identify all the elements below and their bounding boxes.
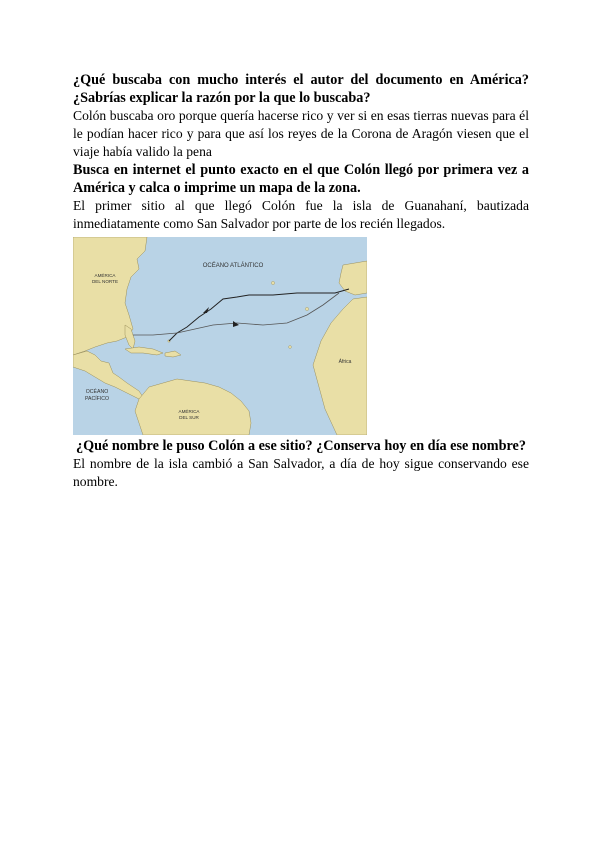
map-label-pacific-2: PACÍFICO <box>84 396 110 402</box>
map-label-atlantic: OCÉANO ATLÁNTICO <box>202 263 264 269</box>
map-label-south-america-1: AMÉRICA <box>178 409 200 414</box>
map-label-north-america-2: DEL NORTE <box>91 279 119 284</box>
document-content <box>73 71 529 491</box>
map-label-pacific-1: OCÉANO <box>85 389 109 395</box>
answer-1: Colón buscaba oro porque quería hacerse rico y ver si en esas tierras nuevas para él le podían hacer rico y para que así los reyes de la Corona de Aragón viesen que el viaje había valido la pena <box>73 108 529 159</box>
map-cape-verde <box>289 346 292 349</box>
map-label-south-america-2: DEL SUR <box>179 415 199 420</box>
question-2: Busca en internet el punto exacto en el que Colón llegó por primera vez a América y calca o imprime un mapa de la zona. <box>73 162 529 196</box>
answer-2: El primer sitio al que llegó Colón fue la isla de Guanahaní, bautizada inmediatamente como San Salvador por parte de los recién llegados. <box>73 198 529 231</box>
answer-3: El nombre de la isla cambió a San Salvador, a día de hoy sigue conservando ese nombre. <box>73 456 529 489</box>
question-3: ¿Qué nombre le puso Colón a ese sitio? ¿Conserva hoy en día ese nombre? <box>76 438 526 454</box>
map-azores <box>271 281 274 284</box>
question-1: ¿Qué buscaba con mucho interés el autor del documento en América? ¿Sabrías explicar la razón por la que lo buscaba? <box>73 72 529 106</box>
columbus-route-map <box>73 237 367 435</box>
map-label-africa: África <box>338 359 352 365</box>
map-canaries <box>305 307 308 310</box>
map-label-north-america-1: AMÉRICA <box>94 273 116 278</box>
